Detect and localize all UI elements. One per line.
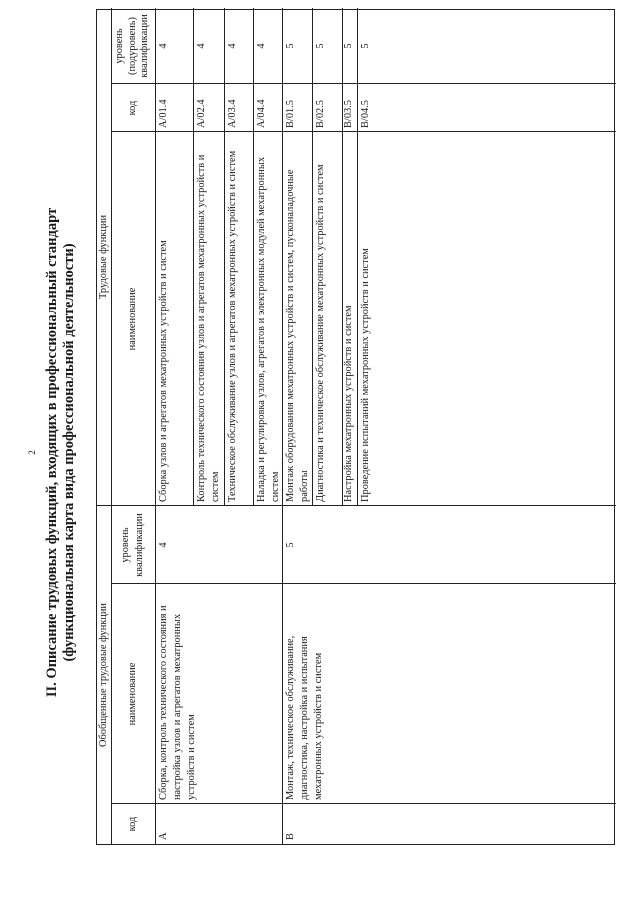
function-sublevel: 5: [343, 43, 354, 49]
group-a-level: 4: [158, 542, 169, 548]
header-name: наименование: [127, 662, 138, 726]
function-name: Проведение испытаний мехатронных устройств и систем: [360, 248, 371, 502]
header-function-code: код: [127, 100, 138, 116]
group-b-level: 5: [285, 542, 296, 548]
function-code: B/02.5: [315, 99, 326, 128]
group-b-name: Монтаж, техническое обслуживание, диагностика, настройка и испытания мехатронных устройств и систем: [285, 635, 324, 800]
function-name: Диагностика и техническое обслуживание мехатронных устройств и систем: [315, 164, 326, 502]
function-code: A/03.4: [227, 99, 238, 128]
page-number: 2: [27, 450, 37, 455]
function-code: A/02.4: [196, 99, 207, 128]
function-code: A/04.4: [256, 99, 267, 128]
function-name: Контроль технического состояния узлов и агрегатов мехатронных устройств и систем: [196, 154, 221, 502]
function-name: Техническое обслуживание узлов и агрегатов мехатронных устройств и систем: [227, 150, 238, 502]
header-generalized-functions: Обобщенные трудовые функции: [98, 603, 109, 748]
function-name: Сборка узлов и агрегатов мехатронных устройств и систем: [158, 240, 169, 502]
header-function-name: наименование: [127, 287, 138, 351]
function-code: B/04.5: [360, 99, 371, 128]
function-sublevel: 4: [256, 43, 267, 49]
function-sublevel: 5: [315, 43, 326, 49]
header-code: код: [127, 816, 138, 832]
header-qualification-level: уровень квалификации: [120, 513, 145, 577]
function-name: Наладка и регулировка узлов, агрегатов и электронных модулей мехатронных систем: [256, 156, 281, 502]
function-code: B/01.5: [285, 99, 296, 128]
function-sublevel: 5: [360, 43, 371, 49]
header-sublevel: уровень (подуровень) квалификации: [114, 14, 151, 78]
function-sublevel: 4: [196, 43, 207, 49]
function-sublevel: 4: [158, 43, 169, 49]
group-b-code: B: [285, 833, 296, 840]
header-labor-functions: Трудовые функции: [98, 214, 109, 300]
function-code: A/01.4: [158, 99, 169, 128]
section-subtitle: (функциональная карта вида профессиональной деятельности): [61, 243, 77, 662]
group-a-code: A: [158, 832, 169, 840]
section-title: II. Описание трудовых функций, входящих в профессиональный стандарт: [44, 207, 60, 698]
function-name: Настройка мехатронных устройств и систем: [343, 305, 354, 502]
function-sublevel: 4: [227, 43, 238, 49]
functional-map-table: [96, 9, 615, 845]
function-name: Монтаж оборудования мехатронных устройств и систем, пусконаладочные работы: [285, 169, 310, 502]
function-code: B/03.5: [343, 99, 354, 128]
group-a-name: Сборка, контроль технического состояния и настройка узлов и агрегатов мехатронных устройств и систем: [158, 605, 197, 800]
function-sublevel: 5: [285, 43, 296, 49]
